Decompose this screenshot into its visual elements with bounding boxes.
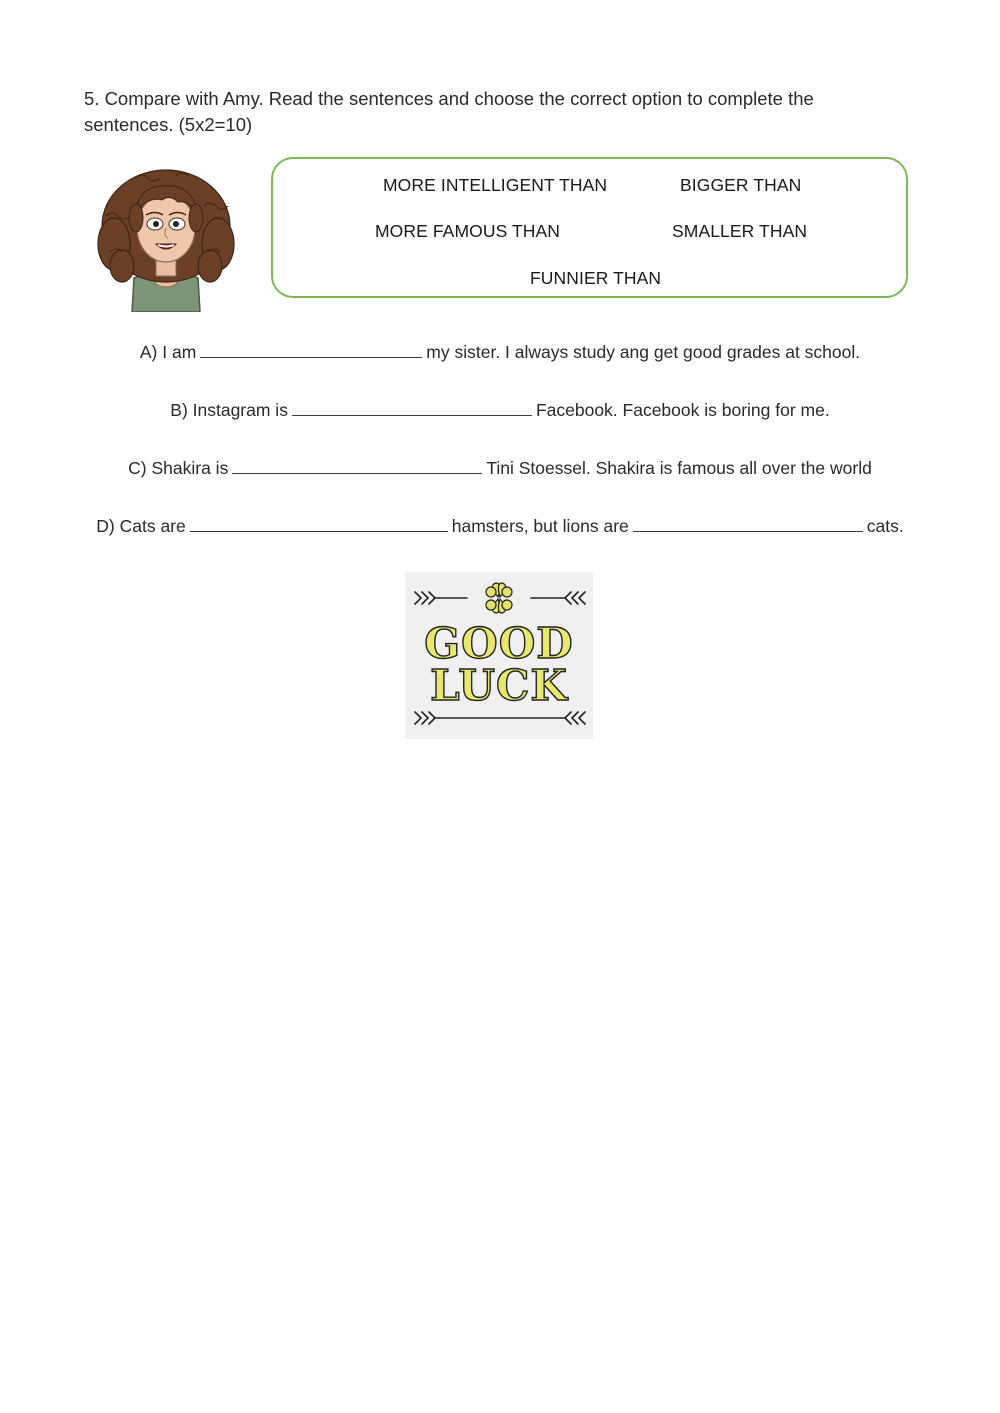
amy-avatar bbox=[96, 166, 236, 312]
sentence-text: Tini Stoessel. Shakira is famous all over the world bbox=[486, 458, 872, 478]
word-option: MORE FAMOUS THAN bbox=[375, 221, 561, 241]
exercise-instruction: 5. Compare with Amy. Read the sentences and choose the correct option to complete the sentences. (5x2=10) bbox=[84, 88, 814, 135]
luck-text: LUCK bbox=[430, 661, 568, 710]
sentence-text: D) Cats are bbox=[96, 516, 186, 536]
word-option: SMALLER THAN bbox=[672, 221, 808, 241]
good-text: GOOD bbox=[424, 619, 574, 668]
sentence-text: B) Instagram is bbox=[170, 400, 288, 420]
sentence-text: C) Shakira is bbox=[128, 458, 229, 478]
sentence-d bbox=[0, 516, 1000, 537]
sentence-text: A) I am bbox=[139, 342, 197, 362]
word-option: MORE INTELLIGENT THAN bbox=[383, 175, 608, 195]
answer-blank[interactable] bbox=[190, 516, 448, 532]
good-luck-image bbox=[405, 572, 593, 739]
sentence-a bbox=[0, 342, 1000, 363]
answer-blank[interactable] bbox=[633, 516, 863, 532]
answer-blank[interactable] bbox=[200, 342, 422, 358]
word-option: BIGGER THAN bbox=[680, 175, 802, 195]
word-option: FUNNIER THAN bbox=[530, 268, 662, 288]
sentence-text: my sister. I always study ang get good grades at school. bbox=[426, 342, 861, 362]
sentence-text: hamsters, but lions are bbox=[451, 516, 629, 536]
sentence-b bbox=[0, 400, 1000, 421]
sentence-text: Facebook. Facebook is boring for me. bbox=[535, 400, 830, 420]
sentence-text: cats. bbox=[866, 516, 904, 536]
word-bank-box bbox=[271, 157, 908, 298]
answer-blank[interactable] bbox=[232, 458, 482, 474]
sentence-c bbox=[0, 458, 1000, 479]
answer-blank[interactable] bbox=[292, 400, 532, 416]
